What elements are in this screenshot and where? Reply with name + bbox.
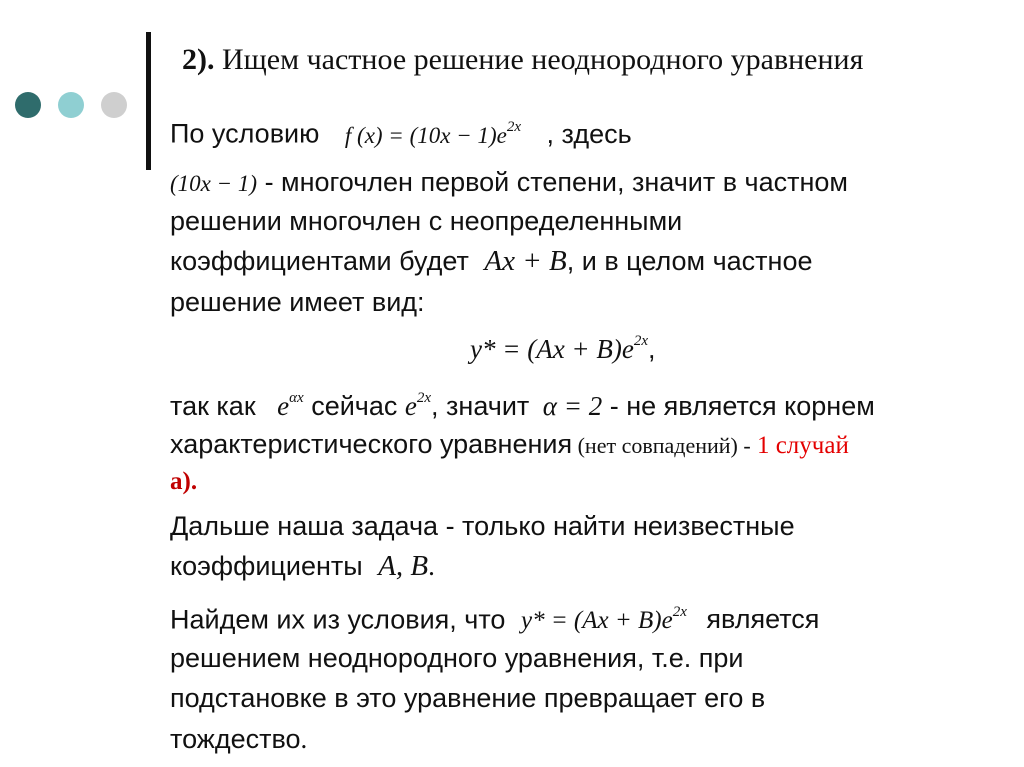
formula-f (344, 119, 522, 148)
line-7-text: так как (170, 391, 256, 421)
formula-e-alpha-exponent: αx (289, 390, 304, 406)
formula-y-star-2-body: y* = (Ax + B)e (520, 607, 673, 635)
formula-y-star (470, 334, 648, 364)
formula-y-star-line (470, 326, 656, 367)
case-suffix: а). (170, 468, 198, 495)
case-label: 1 случай (750, 432, 849, 459)
line-13: решением неоднородного уравнения, т.е. при (170, 643, 744, 673)
line-7-mid: сейчас (311, 391, 398, 421)
formula-poly: (10x − 1) (170, 171, 258, 196)
formula-e-2x (405, 391, 431, 421)
decor-vertical-bar (146, 32, 151, 170)
slide-title (182, 40, 863, 80)
formula-f-exponent: 2x (506, 119, 522, 135)
line-7-suffix: - не является корнем (602, 391, 875, 421)
line-11-text: коэффициенты (170, 551, 363, 581)
formula-f-body: f (x) = (10x − 1)e (344, 122, 507, 148)
formula-e-alpha (277, 391, 304, 421)
line-4-suffix: , и в целом частное (566, 246, 813, 276)
line-10: Дальше наша задача - только найти неизвестные (170, 511, 795, 541)
formula-alpha-2: α = 2 (542, 391, 603, 421)
line-5: решение имеет вид: (170, 287, 425, 317)
formula-e-2x-exponent: 2x (416, 390, 432, 406)
line-12 (170, 597, 819, 639)
line-14: подстановке в это уравнение превращает его в (170, 683, 766, 713)
decor-dot-dark (15, 92, 41, 118)
line-1 (170, 112, 632, 154)
formula-y-star-2-exponent: 2x (672, 604, 687, 620)
line-12-text: Найдем их из условия, что (170, 604, 506, 635)
line-11-dot: . (428, 551, 435, 581)
formula-e-alpha-base: e (277, 391, 290, 421)
line-4-text: коэффициентами будет (170, 246, 469, 276)
line-2 (170, 164, 848, 202)
formula-y-star-2 (520, 604, 687, 635)
decor-dot-light (58, 92, 84, 118)
line-7 (170, 383, 875, 424)
formula-y-star-body: y* = (Ax + B)e (470, 334, 634, 364)
decor-dot-gray (101, 92, 127, 118)
formula-ab: A, B (378, 550, 429, 582)
formula-comma: , (648, 334, 656, 364)
formula-ax-b: Ax + B (484, 245, 567, 277)
formula-e-2x-base: e (404, 391, 417, 421)
line-8 (170, 426, 849, 464)
line-11 (170, 548, 435, 584)
title-number: 2). (182, 43, 215, 76)
line-4 (170, 243, 812, 279)
line-15-dot: . (300, 724, 308, 754)
formula-y-star-exponent: 2x (633, 333, 649, 349)
title-text: Ищем частное решение неоднородного уравнения (214, 43, 864, 76)
line-2-text: - многочлен первой степени, значит в частном (257, 167, 848, 197)
line-8-text: характеристического уравнения (170, 429, 573, 459)
line-12-suffix: является (706, 604, 820, 635)
line-1-suffix: , здесь (546, 118, 632, 149)
line-7-znachit: , значит (431, 391, 530, 421)
line-15-text: тождество (170, 724, 301, 754)
line-15 (170, 721, 307, 757)
line-3: решении многочлен с неопределенными (170, 206, 683, 236)
line-8-note: (нет совпадений) - (572, 433, 751, 458)
line-1-text: По условию (170, 118, 320, 149)
